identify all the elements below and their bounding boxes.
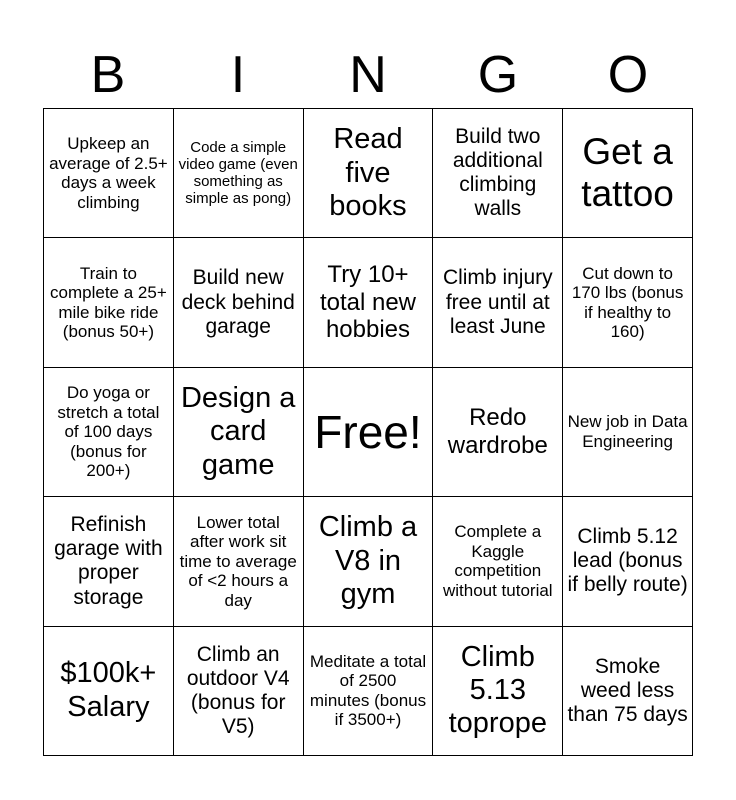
bingo-cell[interactable] [433, 497, 563, 626]
bingo-cell[interactable] [304, 627, 434, 756]
cell-label: Lower total after work sit time to average of <2 hours a day [179, 512, 297, 610]
title-letter-b: B [90, 46, 126, 104]
cell-label: Climb 5.12 lead (bonus if belly route) [567, 525, 688, 597]
bingo-cell[interactable] [174, 238, 304, 367]
bingo-cell[interactable] [433, 368, 563, 497]
cell-label: Train to complete a 25+ mile bike ride (bonus 50+) [50, 263, 167, 342]
cell-label: Redo wardrobe [447, 404, 548, 459]
cell-label: Upkeep an average of 2.5+ days a week climbing [49, 134, 168, 212]
bingo-cell[interactable] [304, 238, 434, 367]
cell-label: Code a simple video game (even something as simple as pong) [178, 138, 298, 208]
bingo-cell[interactable] [563, 368, 693, 497]
bingo-cell[interactable] [563, 109, 693, 238]
bingo-cell[interactable] [174, 497, 304, 626]
cell-label: New job in Data Engineering [567, 412, 688, 451]
bingo-cell[interactable] [174, 627, 304, 756]
cell-label: Cut down to 170 lbs (bonus if healthy to 160) [571, 263, 684, 342]
cell-label: Refinish garage with proper storage [54, 513, 163, 609]
title-letter-g: G [477, 46, 519, 104]
bingo-cell[interactable] [44, 497, 174, 626]
bingo-cell[interactable] [44, 368, 174, 497]
cell-label: Climb injury free until at least June [442, 266, 553, 338]
bingo-cell[interactable] [44, 627, 174, 756]
cell-label: Read five books [329, 123, 407, 222]
cell-label: Climb an outdoor V4 (bonus for V5) [186, 642, 290, 738]
bingo-cell[interactable] [304, 109, 434, 238]
bingo-cell[interactable] [563, 627, 693, 756]
bingo-cell[interactable] [174, 368, 304, 497]
cell-label: Try 10+ total new hobbies [319, 261, 417, 344]
free-label: Free! [314, 405, 422, 458]
title-letter-o: O [607, 46, 649, 104]
bingo-board [43, 108, 693, 756]
bingo-cell[interactable] [433, 627, 563, 756]
cell-label: Build new deck behind garage [181, 266, 295, 338]
bingo-title [43, 40, 693, 110]
bingo-cell[interactable] [304, 497, 434, 626]
cell-label: Build two additional climbing walls [452, 124, 543, 221]
bingo-cell[interactable] [563, 238, 693, 367]
bingo-cell[interactable] [44, 238, 174, 367]
cell-label: Design a card game [180, 381, 296, 481]
bingo-cell[interactable] [174, 109, 304, 238]
cell-label: Climb 5.13 toprope [448, 640, 547, 740]
bingo-cell[interactable] [433, 238, 563, 367]
bingo-cell[interactable] [563, 497, 693, 626]
cell-label: Do yoga or stretch a total of 100 days (bonus for 200+) [57, 383, 160, 481]
cell-label: $100k+ Salary [60, 657, 157, 723]
bingo-cell[interactable] [44, 109, 174, 238]
title-letter-i: I [230, 46, 246, 104]
cell-label: Complete a Kaggle competition without tutorial [442, 522, 553, 600]
bingo-cell[interactable] [433, 109, 563, 238]
cell-label: Meditate a total of 2500 minutes (bonus if 3500+) [309, 651, 427, 730]
cell-label: Climb a V8 in gym [318, 511, 418, 611]
free-cell[interactable] [304, 368, 434, 497]
cell-label: Get a tattoo [581, 130, 674, 215]
title-letter-n: N [349, 46, 387, 104]
cell-label: Smoke weed less than 75 days [567, 654, 688, 726]
